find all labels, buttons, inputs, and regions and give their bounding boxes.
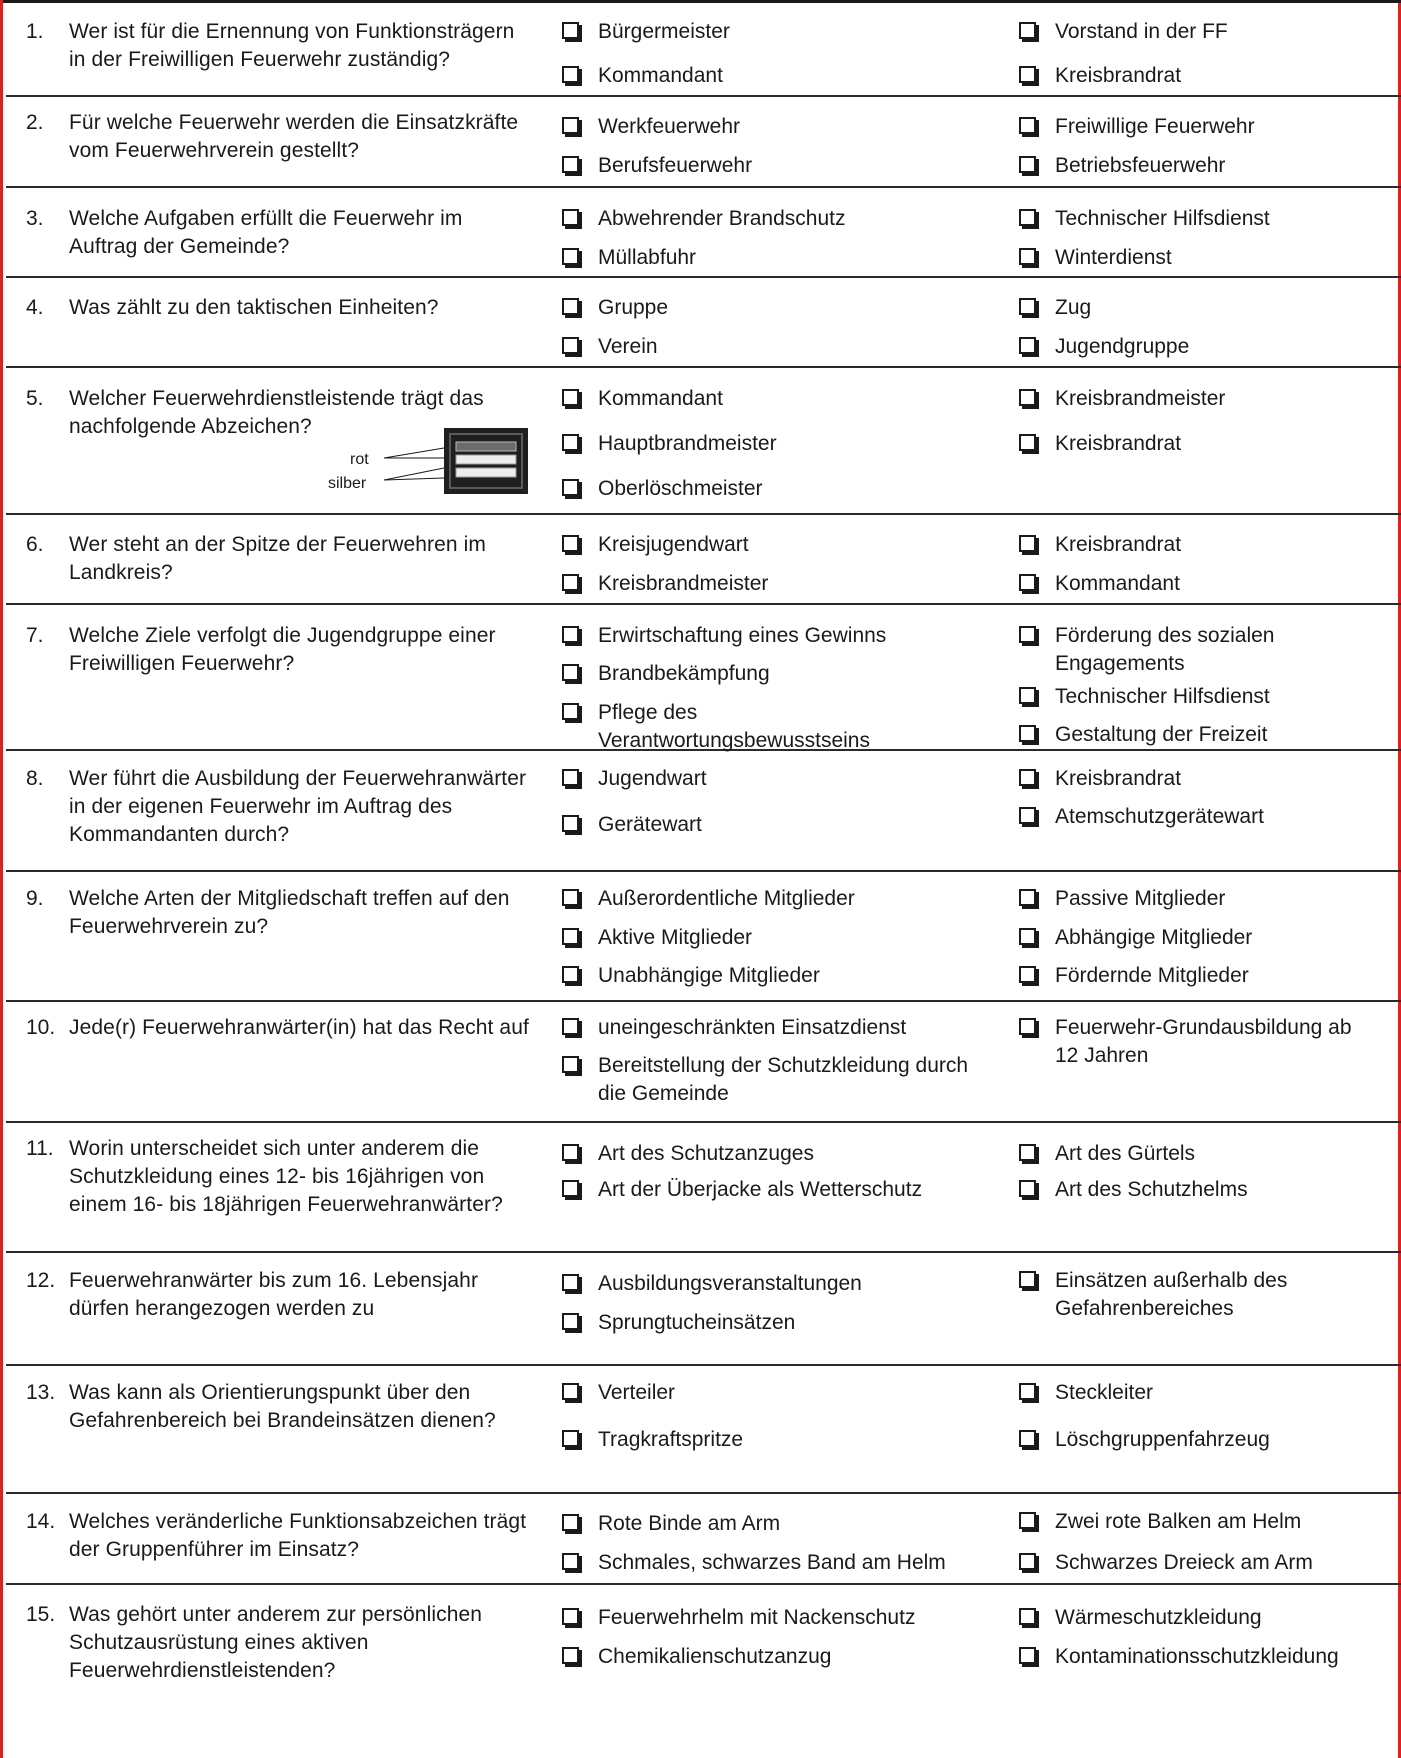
question-number: 4. xyxy=(26,296,44,319)
checkbox-icon[interactable] xyxy=(1019,337,1036,354)
question-row-14: 14. Welches veränderliche Funktionsabzeichen trägt der Gruppenführer im Einsatz? Rote Binde am Arm Schmales, schwarzes Band am Helm Zwei rote Balken am Helm Schwarzes Dreieck am Arm xyxy=(6,1494,1401,1585)
question-text: Welches veränderliche Funktionsabzeichen trägt der Gruppenführer im Einsatz? xyxy=(69,1510,527,1561)
checkbox-icon[interactable] xyxy=(562,117,579,134)
checkbox-icon[interactable] xyxy=(1019,928,1036,945)
question-text: Wer ist für die Ernennung von Funktionsträgern in der Freiwilligen Feuerwehr zuständig? xyxy=(69,20,515,71)
question-row-12: 12. Feuerwehranwärter bis zum 16. Lebensjahr dürfen herangezogen werden zu Ausbildungsveranstaltungen Sprungtucheinsätzen Einsätzen außerhalb des Gefahrenbereiches xyxy=(6,1253,1401,1366)
checkbox-icon[interactable] xyxy=(562,66,579,83)
checkbox-icon[interactable] xyxy=(562,626,579,643)
checkbox-icon[interactable] xyxy=(1019,574,1036,591)
checkbox-icon[interactable] xyxy=(1019,1271,1036,1288)
question-text: Was kann als Orientierungspunkt über den Gefahrenbereich bei Brandeinsätzen dienen? xyxy=(69,1381,496,1432)
checkbox-icon[interactable] xyxy=(1019,1180,1036,1197)
question-row-9: 9. Welche Arten der Mitgliedschaft treffen auf den Feuerwehrverein zu? Außerordentliche Mitglieder Aktive Mitglieder Unabhängige Mitglieder Passive Mitglieder Abhängige Mitglieder Fördernde Mitglieder xyxy=(6,872,1401,1002)
question-number: 5. xyxy=(26,387,44,410)
checkbox-icon[interactable] xyxy=(562,1144,579,1161)
checkbox-icon[interactable] xyxy=(1019,769,1036,786)
question-number: 6. xyxy=(26,533,44,556)
question-text: Für welche Feuerwehr werden die Einsatzkräfte vom Feuerwehrverein gestellt? xyxy=(69,111,519,162)
badge-label-silber: silber xyxy=(328,475,367,492)
checkbox-icon[interactable] xyxy=(562,298,579,315)
checkbox-icon[interactable] xyxy=(1019,156,1036,173)
question-row-15: 15. Was gehört unter anderem zur persönlichen Schutzausrüstung eines aktiven Feuerwehrdienstleistenden? Feuerwehrhelm mit Nackenschutz Chemikalienschutzanzug Wärmeschutzkleidung Kontaminationsschutzkleidung xyxy=(6,1585,1401,1758)
question-text: Wer führt die Ausbildung der Feuerwehranwärter in der eigenen Feuerwehr im Auftrag des Kommandanten durch? xyxy=(69,767,527,846)
question-text: Welche Aufgaben erfüllt die Feuerwehr im Auftrag der Gemeinde? xyxy=(69,207,463,258)
checkbox-icon[interactable] xyxy=(1019,117,1036,134)
checkbox-icon[interactable] xyxy=(562,928,579,945)
checkbox-icon[interactable] xyxy=(562,389,579,406)
question-text: Welche Ziele verfolgt die Jugendgruppe einer Freiwilligen Feuerwehr? xyxy=(69,624,496,675)
question-text: Welche Arten der Mitgliedschaft treffen auf den Feuerwehrverein zu? xyxy=(69,887,510,938)
question-number: 7. xyxy=(26,624,44,647)
question-number: 3. xyxy=(26,207,44,230)
checkbox-icon[interactable] xyxy=(562,1274,579,1291)
checkbox-icon[interactable] xyxy=(1019,248,1036,265)
question-number: 15. xyxy=(26,1603,56,1626)
checkbox-icon[interactable] xyxy=(562,156,579,173)
badge-label-rot: rot xyxy=(350,451,369,468)
checkbox-icon[interactable] xyxy=(562,479,579,496)
question-row-5: 5. Welcher Feuerwehrdienstleistende trägt das nachfolgende Abzeichen? rot silber Kommandant Hauptbrandmeister Oberlöschmeister Kreisbrandmeister Kreisbrandrat xyxy=(6,368,1401,515)
question-text: Was gehört unter anderem zur persönlichen Schutzausrüstung eines aktiven Feuerwehrdienstleistenden? xyxy=(69,1603,483,1682)
question-number: 2. xyxy=(26,111,44,134)
checkbox-icon[interactable] xyxy=(562,966,579,983)
question-text: Wer steht an der Spitze der Feuerwehren im Landkreis? xyxy=(69,533,487,584)
question-number: 13. xyxy=(26,1381,56,1404)
checkbox-icon[interactable] xyxy=(1019,1430,1036,1447)
checkbox-icon[interactable] xyxy=(1019,1018,1036,1035)
question-row-1: 1. Wer ist für die Ernennung von Funktionsträgern in der Freiwilligen Feuerwehr zuständig? Bürgermeister Kommandant Vorstand in der FF Kreisbrandrat xyxy=(6,3,1401,97)
question-row-7: 7. Welche Ziele verfolgt die Jugendgruppe einer Freiwilligen Feuerwehr? Erwirtschaftung eines Gewinns Brandbekämpfung Pflege des Verantwortungsbewusstseins Förderung des sozialen Engagements Technischer Hilfsdienst Gestaltung der Freizeit xyxy=(6,605,1401,751)
checkbox-icon[interactable] xyxy=(1019,1383,1036,1400)
checkbox-icon[interactable] xyxy=(1019,66,1036,83)
checkbox-icon[interactable] xyxy=(1019,687,1036,704)
rank-badge-icon xyxy=(384,420,534,500)
checkbox-icon[interactable] xyxy=(562,22,579,39)
checkbox-icon[interactable] xyxy=(1019,298,1036,315)
question-text: Jede(r) Feuerwehranwärter(in) hat das Recht auf xyxy=(69,1016,529,1039)
checkbox-icon[interactable] xyxy=(1019,535,1036,552)
question-text: Feuerwehranwärter bis zum 16. Lebensjahr dürfen herangezogen werden zu xyxy=(69,1269,479,1320)
question-row-4: 4. Was zählt zu den taktischen Einheiten? Gruppe Verein Zug Jugendgruppe xyxy=(6,278,1401,368)
question-row-11: 11. Worin unterscheidet sich unter anderem die Schutzkleidung eines 12- bis 16jährigen von einem 16- bis 18jährigen Feuerwehranwärter? Art des Schutzanzuges Art der Überjacke als Wetterschutz Art des Gürtels Art des Schutzhelms xyxy=(6,1123,1401,1253)
checkbox-icon[interactable] xyxy=(562,1553,579,1570)
checkbox-icon[interactable] xyxy=(562,1383,579,1400)
checkbox-icon[interactable] xyxy=(1019,434,1036,451)
checkbox-icon[interactable] xyxy=(562,1313,579,1330)
question-number: 14. xyxy=(26,1510,56,1533)
question-row-2: 2. Für welche Feuerwehr werden die Einsatzkräfte vom Feuerwehrverein gestellt? Werkfeuerwehr Berufsfeuerwehr Freiwillige Feuerwehr Betriebsfeuerwehr xyxy=(6,97,1401,188)
checkbox-icon[interactable] xyxy=(1019,1144,1036,1161)
question-number: 10. xyxy=(26,1016,56,1039)
checkbox-icon[interactable] xyxy=(1019,209,1036,226)
checkbox-icon[interactable] xyxy=(562,574,579,591)
checkbox-icon[interactable] xyxy=(1019,389,1036,406)
checkbox-icon[interactable] xyxy=(1019,889,1036,906)
question-row-13: 13. Was kann als Orientierungspunkt über den Gefahrenbereich bei Brandeinsätzen dienen? Verteiler Tragkraftspritze Steckleiter Löschgruppenfahrzeug xyxy=(6,1366,1401,1494)
checkbox-icon[interactable] xyxy=(562,815,579,832)
checkbox-icon[interactable] xyxy=(1019,626,1036,643)
checkbox-icon[interactable] xyxy=(562,769,579,786)
question-number: 8. xyxy=(26,767,44,790)
checkbox-icon[interactable] xyxy=(562,535,579,552)
checkbox-icon[interactable] xyxy=(562,434,579,451)
checkbox-icon[interactable] xyxy=(562,1056,579,1073)
checkbox-icon[interactable] xyxy=(562,1514,579,1531)
checkbox-icon[interactable] xyxy=(1019,1553,1036,1570)
question-row-8: 8. Wer führt die Ausbildung der Feuerwehranwärter in der eigenen Feuerwehr im Auftrag des Kommandanten durch? Jugendwart Gerätewart Kreisbrandrat Atemschutzgerätewart xyxy=(6,751,1401,872)
checkbox-icon[interactable] xyxy=(562,1018,579,1035)
checkbox-icon[interactable] xyxy=(562,248,579,265)
checkbox-icon[interactable] xyxy=(562,1608,579,1625)
checkbox-icon[interactable] xyxy=(1019,1647,1036,1664)
question-row-6: 6. Wer steht an der Spitze der Feuerwehren im Landkreis? Kreisjugendwart Kreisbrandmeister Kreisbrandrat Kommandant xyxy=(6,515,1401,605)
checkbox-icon[interactable] xyxy=(562,1647,579,1664)
checkbox-icon[interactable] xyxy=(562,889,579,906)
question-number: 9. xyxy=(26,887,44,910)
checkbox-icon[interactable] xyxy=(1019,725,1036,742)
question-text: Welcher Feuerwehrdienstleistende trägt das nachfolgende Abzeichen? xyxy=(69,387,484,438)
checkbox-icon[interactable] xyxy=(562,209,579,226)
checkbox-icon[interactable] xyxy=(1019,1512,1036,1529)
question-text: Worin unterscheidet sich unter anderem die Schutzkleidung eines 12- bis 16jährigen von einem 16- bis 18jährigen Feuerwehranwärter? xyxy=(69,1137,503,1216)
question-row-10: 10. Jede(r) Feuerwehranwärter(in) hat das Recht auf uneingeschränkten Einsatzdienst Bereitstellung der Schutzkleidung durch die Gemeinde Feuerwehr-Grundausbildung ab 12 Jahren xyxy=(6,1002,1401,1123)
checkbox-icon[interactable] xyxy=(562,664,579,681)
checkbox-icon[interactable] xyxy=(562,1430,579,1447)
checkbox-icon[interactable] xyxy=(1019,807,1036,824)
checkbox-icon[interactable] xyxy=(562,703,579,720)
question-row-3: 3. Welche Aufgaben erfüllt die Feuerwehr im Auftrag der Gemeinde? Abwehrender Brandschutz Müllabfuhr Technischer Hilfsdienst Winterdienst xyxy=(6,188,1401,278)
checkbox-icon[interactable] xyxy=(562,1180,579,1197)
question-number: 12. xyxy=(26,1269,56,1292)
question-number: 1. xyxy=(26,20,44,43)
question-text: Was zählt zu den taktischen Einheiten? xyxy=(69,296,439,319)
checkbox-icon[interactable] xyxy=(1019,22,1036,39)
checkbox-icon[interactable] xyxy=(562,337,579,354)
question-number: 11. xyxy=(26,1137,54,1160)
checkbox-icon[interactable] xyxy=(1019,1608,1036,1625)
checkbox-icon[interactable] xyxy=(1019,966,1036,983)
